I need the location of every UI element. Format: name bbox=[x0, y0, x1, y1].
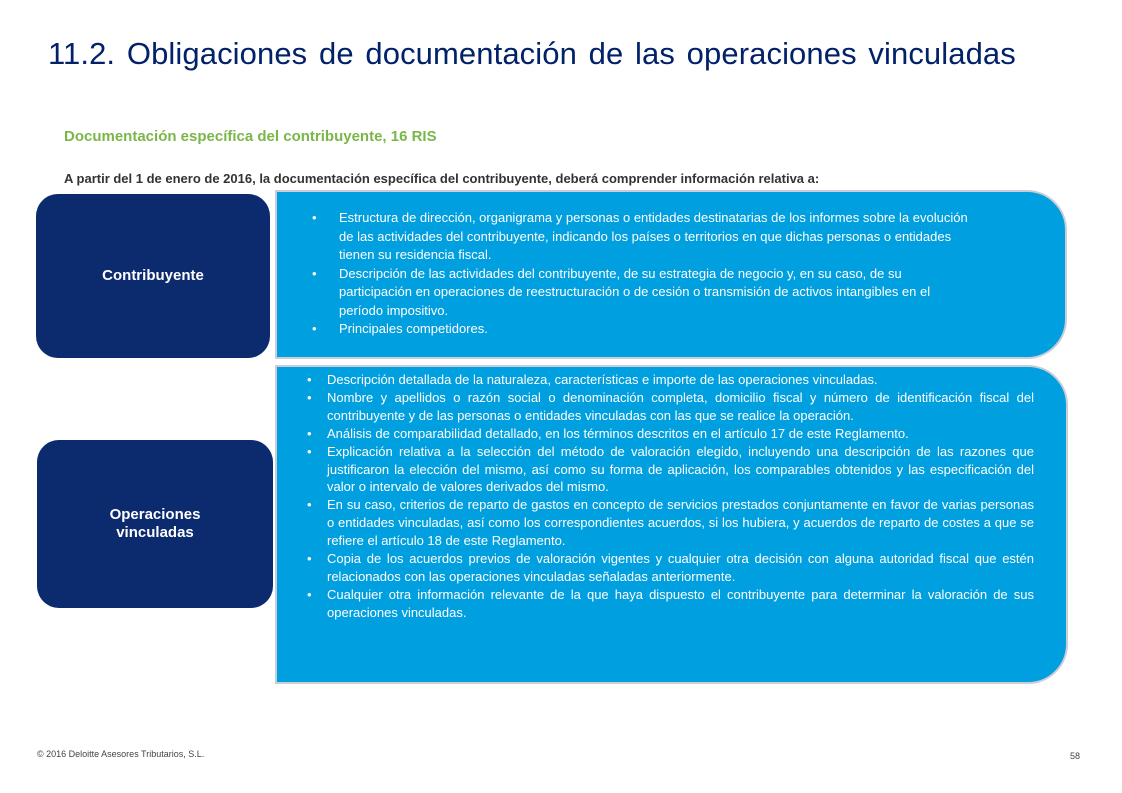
page-title: 11.2. Obligaciones de documentación de las operaciones vinculadas bbox=[48, 36, 1016, 71]
list-item: • Descripción de las actividades del contribuyente, de su estrategia de negocio y, en su caso, de su participación en operaciones de reestructuración o de cesión o transmisión de activos intangibles en el período impositivo. bbox=[309, 265, 975, 321]
intro-text: A partir del 1 de enero de 2016, la documentación específica del contribuyente, deberá comprender información relativa a: bbox=[64, 171, 820, 186]
operaciones-content-box bbox=[275, 365, 1068, 684]
operaciones-label-line-1: Operaciones bbox=[109, 506, 201, 523]
list-item: • Copia de los acuerdos previos de valoración vigentes y cualquier otra decisión con alguna autoridad fiscal que estén relacionados con las operaciones vinculadas señaladas anteriormente. bbox=[307, 550, 1034, 586]
contribuyente-label: Contribuyente bbox=[102, 267, 204, 284]
page-number: 58 bbox=[1070, 751, 1081, 761]
list-item: • Cualquier otra información relevante de la que haya dispuesto el contribuyente para determinar la valoración de sus operaciones vinculadas. bbox=[307, 586, 1034, 622]
operaciones-label-box bbox=[37, 440, 273, 608]
contribuyente-label-box bbox=[36, 194, 270, 358]
copyright-footer: © 2016 Deloitte Asesores Tributarios, S.L. bbox=[37, 749, 205, 759]
list-item: • Nombre y apellidos o razón social o denominación completa, domicilio fiscal y número de identificación fiscal del contribuyente y de las personas o entidades vinculadas con las que se realice la operación. bbox=[307, 389, 1034, 425]
list-item: • Estructura de dirección, organigrama y personas o entidades destinatarias de los informes sobre la evolución de las actividades del contribuyente, indicando los países o territorios en que dichas personas o entidades tienen su residencia fiscal. bbox=[309, 209, 975, 265]
contribuyente-content-box bbox=[275, 190, 1067, 359]
operaciones-bullet-list bbox=[307, 371, 1034, 622]
list-item: • Análisis de comparabilidad detallado, en los términos descritos en el artículo 17 de este Reglamento. bbox=[307, 425, 1034, 443]
list-item: • Explicación relativa a la selección del método de valoración elegido, incluyendo una descripción de las razones que justificaron la elección del mismo, así como su forma de aplicación, los comparables obtenidos y las especificación del valor o intervalo de valores derivados del mismo. bbox=[307, 443, 1034, 497]
contribuyente-bullet-list bbox=[309, 209, 975, 339]
operaciones-label-line-2: vinculadas bbox=[116, 524, 194, 541]
list-item: • En su caso, criterios de reparto de gastos en concepto de servicios prestados conjuntamente en favor de varias personas o entidades vinculadas, así como los correspondientes acuerdos, si los hubiera, y acuerdos de reparto de costes a que se refiere el artículo 18 de este Reglamento. bbox=[307, 496, 1034, 550]
list-item: • Principales competidores. bbox=[309, 320, 975, 339]
section-subtitle: Documentación específica del contribuyente, 16 RIS bbox=[64, 128, 437, 145]
list-item: • Descripción detallada de la naturaleza, características e importe de las operaciones vinculadas. bbox=[307, 371, 1034, 389]
